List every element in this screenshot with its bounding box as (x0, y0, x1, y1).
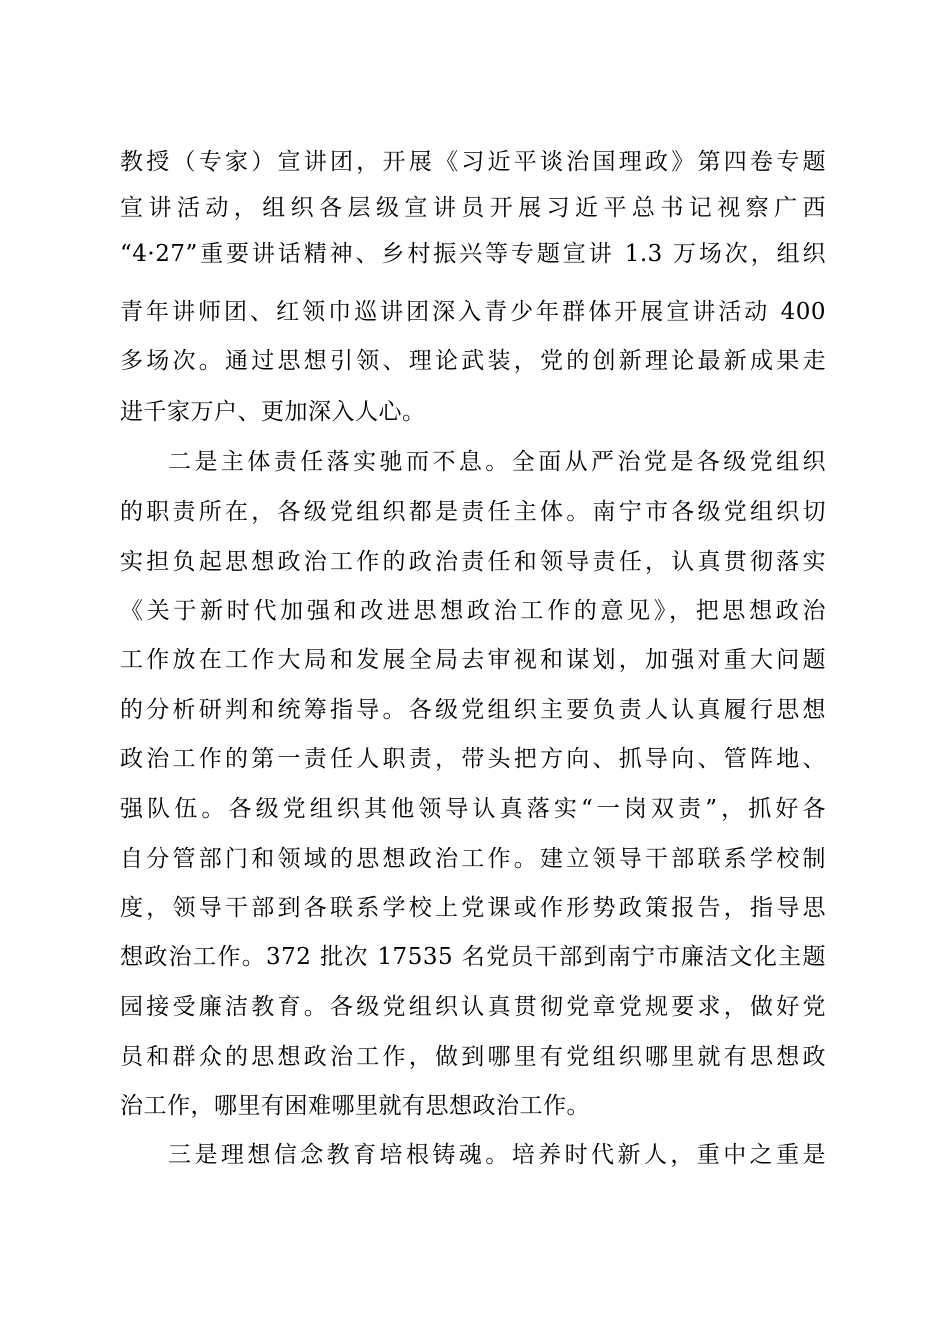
paragraph-1-line-5: 多场次。通过思想引领、理论武装，党的创新理论最新成果走 (120, 348, 826, 374)
paragraph-1-line-4: 青年讲师团、红领巾巡讲团深入青少年群体开展宣讲活动 400 (120, 299, 826, 325)
paragraph-2-line-13: 员和群众的思想政治工作，做到哪里有党组织哪里就有思想政 (120, 1044, 826, 1070)
paragraph-3-line-1: 三是理想信念教育培根铸魂。培养时代新人，重中之重是 (168, 1142, 826, 1168)
paragraph-2-line-14: 治工作，哪里有困难哪里就有思想政治工作。 (120, 1093, 590, 1119)
paragraph-2-line-2: 的职责所在，各级党组织都是责任主体。南宁市各级党组织切 (120, 499, 826, 525)
paragraph-1-line-1: 教授（专家）宣讲团，开展《习近平谈治国理政》第四卷专题 (120, 149, 826, 175)
paragraph-1-line-2: 宣讲活动，组织各层级宣讲员开展习近平总书记视察广西 (120, 195, 826, 221)
paragraph-2-line-12: 园接受廉洁教育。各级党组织认真贯彻党章党规要求，做好党 (120, 994, 826, 1020)
paragraph-2-line-4: 《关于新时代加强和改进思想政治工作的意见》，把思想政治 (120, 598, 826, 624)
paragraph-2-line-1: 二是主体责任落实驰而不息。全面从严治党是各级党组织 (168, 449, 826, 475)
paragraph-2-line-6: 的分析研判和统筹指导。各级党组织主要负责人认真履行思想 (120, 697, 826, 723)
paragraph-2-line-8: 强队伍。各级党组织其他领导认真落实“一岗双责”，抓好各 (120, 796, 826, 822)
paragraph-2-line-7: 政治工作的第一责任人职责，带头把方向、抓导向、管阵地、 (120, 746, 826, 772)
paragraph-1-line-6: 进千家万户、更加深入人心。 (120, 399, 426, 425)
paragraph-2-line-9: 自分管部门和领域的思想政治工作。建立领导干部联系学校制 (120, 846, 826, 872)
paragraph-2-line-11: 想政治工作。372 批次 17535 名党员干部到南宁市廉洁文化主题 (120, 944, 826, 970)
paragraph-2-line-5: 工作放在工作大局和发展全局去审视和谋划，加强对重大问题 (120, 647, 826, 673)
paragraph-2-line-10: 度，领导干部到各联系学校上党课或作形势政策报告，指导思 (120, 895, 826, 921)
paragraph-1-line-3: “4·27”重要讲话精神、乡村振兴等专题宣讲 1.3 万场次，组织 (120, 241, 826, 267)
paragraph-2-line-3: 实担负起思想政治工作的政治责任和领导责任，认真贯彻落实 (120, 549, 826, 575)
